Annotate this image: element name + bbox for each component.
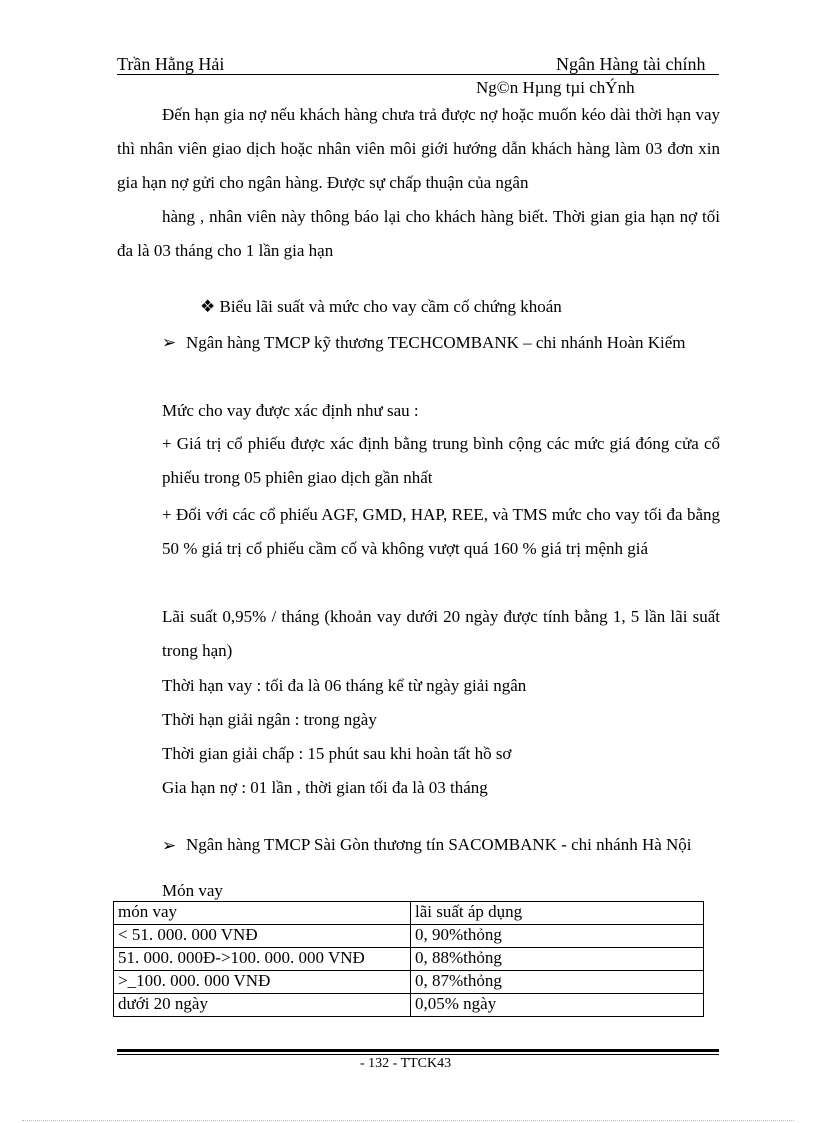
techcombank-intro: Mức cho vay được xác định như sau : — [162, 401, 419, 420]
page-edge-divider — [22, 1120, 794, 1121]
table-header-cell: lãi suất áp dụng — [411, 902, 704, 925]
footer-rule-thin — [117, 1054, 719, 1055]
table-cell: dưới 20 ngày — [114, 994, 411, 1017]
table-cell: 0,05% ngày — [411, 994, 704, 1017]
arrow-bullet-icon: ➢ — [162, 333, 177, 352]
techcombank-disbursement: Thời hạn giải ngân : trong ngày — [162, 710, 377, 729]
rates-table — [113, 901, 704, 1017]
techcombank-term: Thời hạn vay : tối đa là 06 tháng kể từ ngày giải ngân — [162, 676, 527, 695]
table-cell: < 51. 000. 000 VNĐ — [114, 925, 411, 948]
header-course: Ngân Hàng tài chính — [556, 54, 706, 74]
footer-rule-thick — [117, 1049, 719, 1052]
section-title-text: Biểu lãi suất và mức cho vay cầm cố chứng khoán — [219, 297, 562, 316]
techcombank-heading: Ngân hàng TMCP kỹ thương TECHCOMBANK – chi nhánh Hoàn Kiếm — [186, 333, 686, 352]
intro-paragraph-2: hàng , nhân viên này thông báo lại cho khách hàng biết. Thời gian gia hạn nợ tối đa là 03 tháng cho 1 lần gia hạn — [117, 207, 720, 260]
table-cell: >_100. 000. 000 VNĐ — [114, 971, 411, 994]
section-title — [200, 297, 562, 317]
header-subline: Ng©n Hµng tµi chÝnh — [476, 78, 635, 97]
header-rule — [117, 74, 719, 75]
techcombank-rule-1: + Giá trị cổ phiếu được xác định bằng trung bình cộng các mức giá đóng cửa cổ phiếu trong 05 phiên giao dịch gần nhất — [162, 434, 720, 487]
table-row — [114, 948, 704, 971]
table-cell: 0, 90%thỏng — [411, 925, 704, 948]
techcombank-release: Thời gian giải chấp : 15 phút sau khi hoàn tất hồ sơ — [162, 744, 512, 763]
table-row — [114, 994, 704, 1017]
table-row — [114, 925, 704, 948]
diamond-bullet-icon: ❖ — [200, 297, 216, 316]
table-header-cell: món vay — [114, 902, 411, 925]
table-cell: 0, 87%thỏng — [411, 971, 704, 994]
arrow-bullet-icon: ➢ — [162, 836, 177, 855]
table-cell: 51. 000. 000Đ->100. 000. 000 VNĐ — [114, 948, 411, 971]
intro-paragraph-1: Đến hạn gia nợ nếu khách hàng chưa trả được nợ hoặc muốn kéo dài thời hạn vay thì nhân viên giao dịch hoặc nhân viên môi giới hướng dẫn khách hàng làm 03 đơn xin gia hạn nợ gửi cho ngân hàng. Được sự chấp thuận của ngân — [117, 105, 720, 192]
table-row — [114, 971, 704, 994]
footer-page-number: - 132 - TTCK43 — [360, 1056, 452, 1071]
table-header-row — [114, 902, 704, 925]
techcombank-rule-2: + Đối với các cổ phiếu AGF, GMD, HAP, REE, và TMS mức cho vay tối đa bằng 50 % giá trị cổ phiếu cầm cố và không vượt quá 160 % giá trị mệnh giá — [162, 505, 720, 558]
techcombank-rate: Lãi suất 0,95% / tháng (khoản vay dưới 20 ngày được tính bằng 1, 5 lần lãi suất trong hạn) — [162, 607, 720, 660]
table-cell: 0, 88%thỏng — [411, 948, 704, 971]
table-caption: Món vay — [162, 881, 223, 900]
header-author: Trần Hằng Hải — [117, 54, 225, 74]
sacombank-heading: Ngân hàng TMCP Sài Gòn thương tín SACOMBANK - chi nhánh Hà Nội — [186, 835, 692, 854]
techcombank-extension: Gia hạn nợ : 01 lần , thời gian tối đa là 03 tháng — [162, 778, 488, 797]
